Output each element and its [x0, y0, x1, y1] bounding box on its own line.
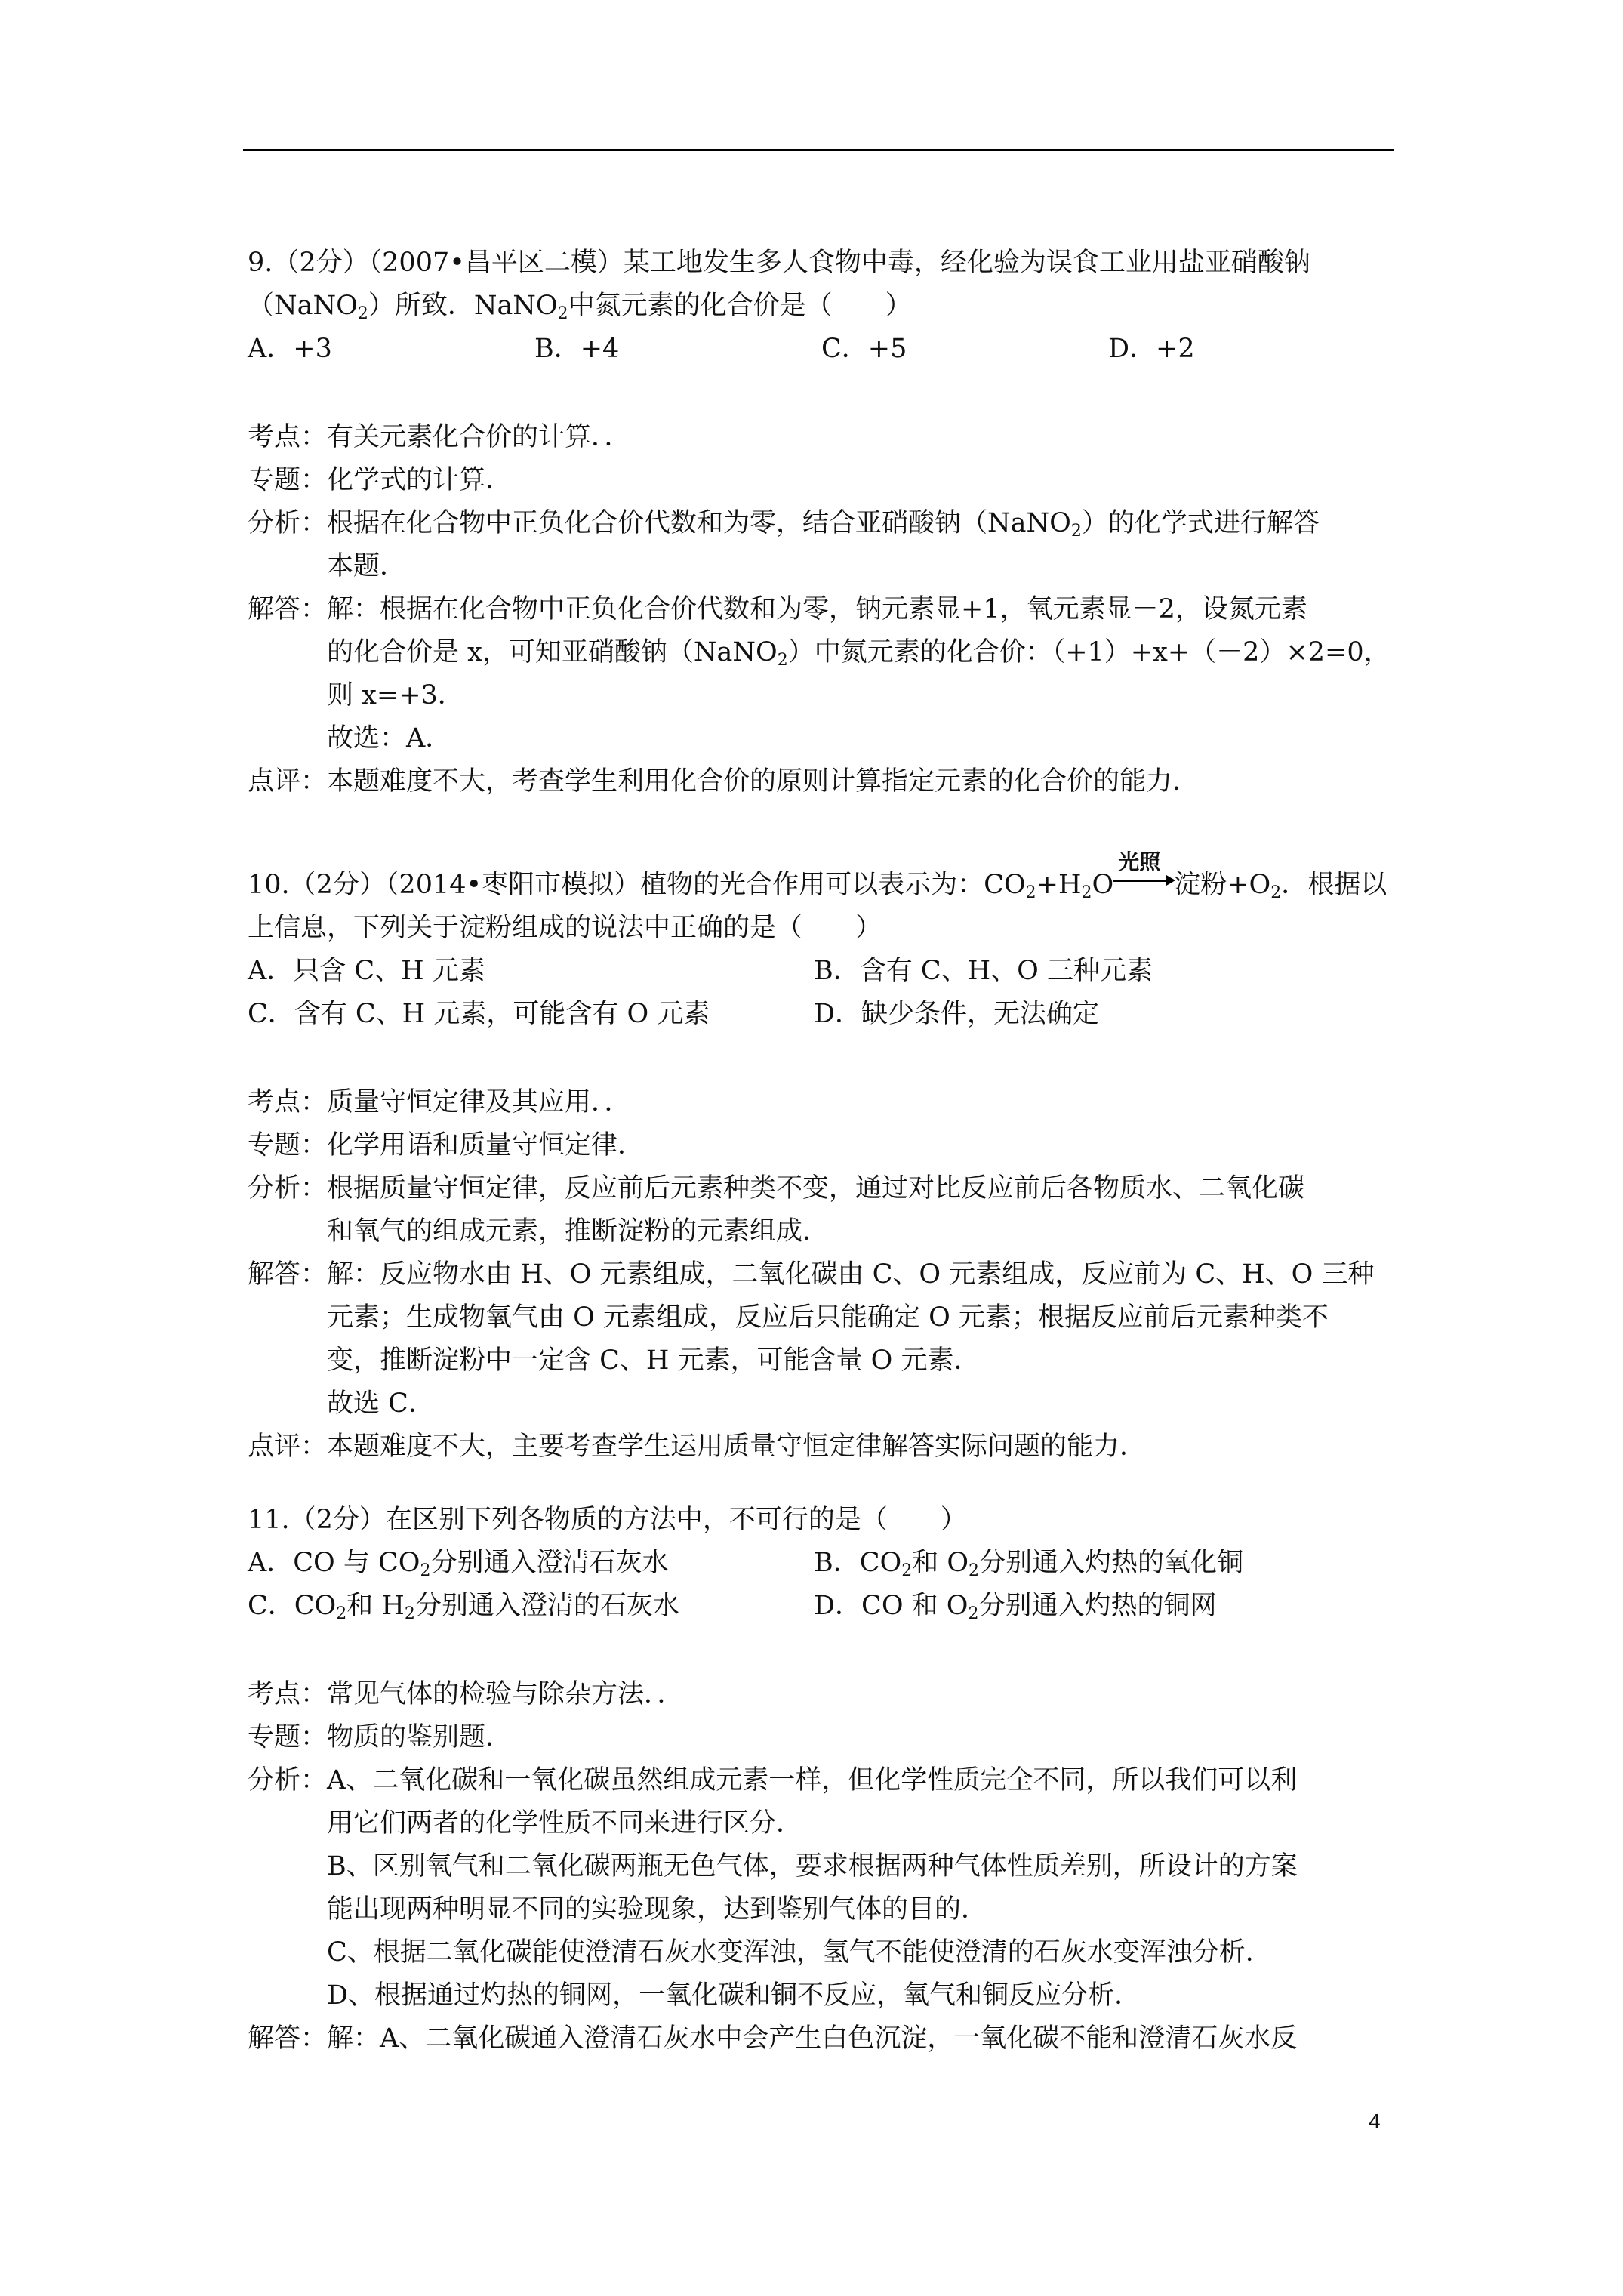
q10-jieda-line-3: 变，推断淀粉中一定含 C、H 元素，可能含量 O 元素． [327, 1345, 981, 1376]
q11-fenxi-line-3: B、区别氧气和二氧化碳两瓶无色气体，要求根据两种气体性质差别，所设计的方案 [327, 1851, 1298, 1881]
q10-option-d: D．缺少条件，无法确定 [814, 999, 1100, 1029]
q11-fenxi-line-6: D、根据通过灼热的铜网，一氧化碳和铜不反应，氧气和铜反应分析． [327, 1980, 1141, 2011]
q9-kaodian: 考点： 有关元素化合价的计算．． [248, 422, 631, 452]
question-10 [248, 849, 1410, 1469]
q10-zhuanti: 专题： 化学用语和质量守恒定律． [248, 1130, 645, 1160]
q11-kaodian: 考点： 常见气体的检验与除杂方法．． [248, 1679, 684, 1709]
q11-option-d: D．CO 和 $O_2$分别通入灼热的铜网 [814, 1591, 1217, 1623]
q9-dianping: 点评： 本题难度不大，考查学生利用化合价的原则计算指定元素的化合价的能力． [248, 766, 1200, 797]
q10-option-c: C．含有 C、H 元素，可能含有 O 元素 [248, 999, 710, 1029]
q10-kaodian: 考点： 质量守恒定律及其应用．． [248, 1087, 631, 1117]
reaction-condition: 光照 [1118, 849, 1161, 874]
q11-zhuanti: 专题： 物质的鉴别题． [248, 1722, 513, 1752]
q10-dianping: 点评： 本题难度不大，主要考查学生运用质量守恒定律解答实际问题的能力． [248, 1432, 1147, 1462]
q9-jieda-line-3: 则 x=+3． [327, 680, 464, 710]
document-page [248, 242, 1410, 2060]
q10-options-row-1 [248, 950, 1410, 993]
q11-options-row-1 [248, 1542, 1410, 1585]
reaction-arrow [1113, 849, 1174, 893]
q10-stem-line-1: 10.（2分）（2014•枣阳市模拟）植物的光合作用可以表示为：$CO_2+H_2O$ 光照 淀粉$+O_2$．根据以 [248, 864, 1410, 907]
question-9 [248, 242, 1410, 803]
arrow-head-icon [1166, 875, 1175, 886]
q10-stem-line-2: 上信息，下列关于淀粉组成的说法中正确的是（ ） [248, 913, 882, 943]
q10-jieda-line-2: 元素；生成物氧气由 O 元素组成，反应后只能确定 O 元素；根据反应前后元素种类不 [327, 1302, 1329, 1333]
q11-fenxi-line-2: 用它们两者的化学性质不同来进行区分． [327, 1808, 803, 1838]
q10-fenxi: 分析： 根据质量守恒定律，反应前后元素种类不变，通过对比反应前后各物质水、二氧化碳 [248, 1173, 1305, 1203]
q9-zhuanti: 专题： 化学式的计算． [248, 465, 513, 495]
question-11 [248, 1499, 1410, 2060]
q9-option-d: D．+2 [1108, 334, 1195, 364]
q11-jieda: 解答： 解：A、二氧化碳通入澄清石灰水中会产生白色沉淀，一氧化碳不能和澄清石灰水反 [248, 2023, 1298, 2054]
q9-fenxi-line-2: 本题． [327, 551, 407, 581]
q9-option-c: C．+5 [821, 334, 907, 364]
q9-jieda-line-4: 故选：A． [327, 723, 452, 754]
header-rule [243, 149, 1394, 151]
q11-option-b: B．$CO_2$和 $O_2$分别通入灼热的氧化铜 [814, 1548, 1244, 1580]
q11-stem: 11.（2分）在区别下列各物质的方法中，不可行的是（ ） [248, 1505, 967, 1535]
q9-jieda-line-2: 的化合价是 x，可知亚硝酸钠（NaNO$_2$）中氮元素的化合价：（+1）+x+（－2）×2=0， [327, 637, 1390, 670]
q9-option-b: B．+4 [534, 334, 620, 364]
q9-option-a: A．+3 [248, 334, 332, 364]
q11-options-row-2 [248, 1585, 1410, 1628]
q9-fenxi: 分析： 根据在化合物中正负化合价代数和为零，结合亚硝酸钠（NaNO$_2$）的化学式进行解答 [248, 508, 1320, 541]
q9-jieda: 解答： 解：根据在化合物中正负化合价代数和为零，钠元素显+1，氧元素显－2，设氮元素 [248, 594, 1307, 624]
q10-option-a: A．只含 C、H 元素 [248, 956, 485, 986]
q10-jieda-line-4: 故选 C． [327, 1388, 435, 1419]
q10-options-row-2 [248, 993, 1410, 1036]
q11-option-a: A．CO 与 $CO_2$分别通入澄清石灰水 [248, 1548, 669, 1580]
q9-options [248, 328, 1410, 371]
q11-fenxi: 分析： A、二氧化碳和一氧化碳虽然组成元素一样，但化学性质完全不同，所以我们可以利 [248, 1765, 1298, 1795]
q11-fenxi-line-4: 能出现两种明显不同的实验现象，达到鉴别气体的目的． [327, 1894, 988, 1925]
q10-option-b: B．含有 C、H、O 三种元素 [814, 956, 1153, 986]
q9-stem-line-2: （NaNO$_2$）所致．NaNO$_2$中氮元素的化合价是（ ） [248, 291, 912, 323]
page-number: 4 [1369, 2110, 1381, 2133]
q10-jieda: 解答： 解：反应物水由 H、O 元素组成，二氧化碳由 C、O 元素组成，反应前为 C、H、O 三种 [248, 1259, 1375, 1290]
q9-stem-line-1: 9.（2分）（2007•昌平区二模）某工地发生多人食物中毒，经化验为误食工业用盐亚硝酸钠 [248, 248, 1310, 278]
q11-fenxi-line-5: C、根据二氧化碳能使澄清石灰水变浑浊，氢气不能使澄清的石灰水变浑浊分析． [327, 1937, 1272, 1968]
q10-fenxi-line-2: 和氧气的组成元素，推断淀粉的元素组成． [327, 1216, 830, 1247]
q11-option-c: C．$CO_2$和 $H_2$分别通入澄清的石灰水 [248, 1591, 679, 1623]
